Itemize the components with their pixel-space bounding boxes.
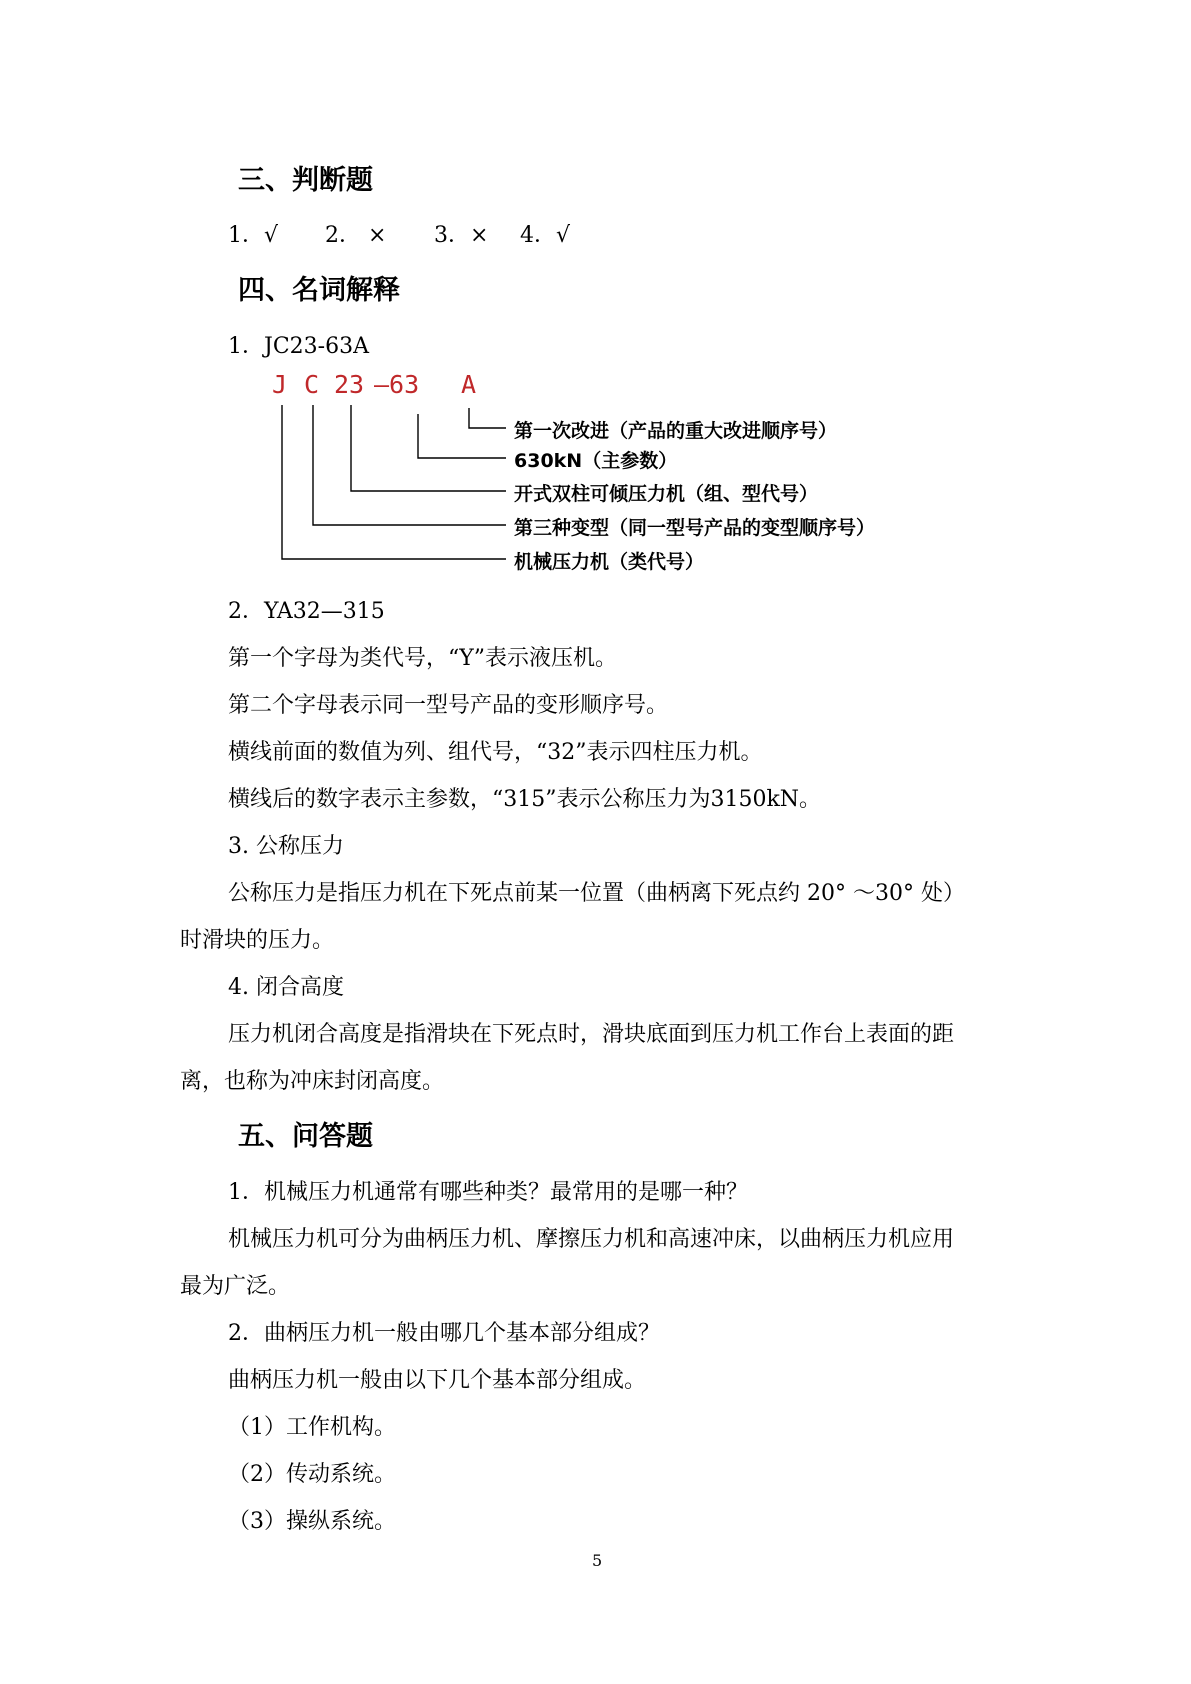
connector-c (313, 405, 506, 525)
label-improvement: 第一次改进（产品的重大改进顺序号） (514, 420, 838, 442)
term-4-line-2: 离，也称为冲床封闭高度。 (180, 1069, 445, 1094)
section-heading-judgment: 三、判断题 (238, 165, 373, 196)
code-param-63: —63 (374, 370, 420, 399)
term-2-title: 2．YA32—315 (228, 599, 385, 624)
answer-1-line-2: 最为广泛。 (180, 1274, 291, 1299)
answer-2-item-1: （1）工作机构。 (228, 1415, 396, 1440)
answer-2: 2． × (325, 223, 387, 248)
connector-j (282, 405, 506, 559)
section-heading-qa: 五、问答题 (238, 1121, 373, 1152)
section-heading-terms: 四、名词解释 (238, 275, 400, 306)
label-class-code: 机械压力机（类代号） (514, 551, 705, 573)
term-2-line-4: 横线后的数字表示主参数，“315”表示公称压力为3150kN。 (228, 787, 822, 812)
answer-3: 3．× (434, 223, 489, 248)
answer-2-intro: 曲柄压力机一般由以下几个基本部分组成。 (228, 1368, 647, 1393)
term-4-line-1: 压力机闭合高度是指滑块在下死点时，滑块底面到压力机工作台上表面的距 (228, 1022, 955, 1047)
answer-1-line-1: 机械压力机可分为曲柄压力机、摩擦压力机和高速冲床，以曲柄压力机应用 (228, 1227, 955, 1252)
term-3-line-2: 时滑块的压力。 (180, 928, 335, 953)
connector-23 (351, 405, 506, 491)
term-1-title: 1．JC23-63A (228, 334, 369, 359)
connector-63 (418, 414, 506, 458)
code-group-23: 23 (334, 370, 365, 399)
term-2-line-2: 第二个字母表示同一型号产品的变形顺序号。 (228, 693, 669, 718)
answer-2-item-3: （3）操纵系统。 (228, 1509, 396, 1534)
answer-1: 1．√ (228, 223, 279, 248)
term-2-line-1: 第一个字母为类代号，“Y”表示液压机。 (228, 646, 618, 671)
connector-a (469, 408, 506, 428)
answer-4: 4．√ (520, 223, 571, 248)
code-letter-a: A (461, 370, 477, 399)
term-3-title: 3. 公称压力 (228, 834, 344, 859)
term-2-line-3: 横线前面的数值为列、组代号，“32”表示四柱压力机。 (228, 740, 763, 765)
label-group-type: 开式双柱可倾压力机（组、型代号） (514, 483, 819, 505)
answer-2-item-2: （2）传动系统。 (228, 1462, 396, 1487)
code-letter-c: C (304, 370, 320, 399)
term-4-title: 4. 闭合高度 (228, 975, 344, 1000)
label-main-parameter: 630kN（主参数） (514, 450, 678, 472)
question-2: 2．曲柄压力机一般由哪几个基本部分组成？ (228, 1321, 660, 1346)
page-number: 5 (592, 1551, 603, 1570)
code-letter-j: J (272, 370, 288, 399)
question-1: 1．机械压力机通常有哪些种类？最常用的是哪一种？ (228, 1180, 748, 1205)
label-variant: 第三种变型（同一型号产品的变型顺序号） (514, 517, 876, 539)
term-3-line-1: 公称压力是指压力机在下死点前某一位置（曲柄离下死点约 20° ～30° 处） (228, 881, 965, 906)
